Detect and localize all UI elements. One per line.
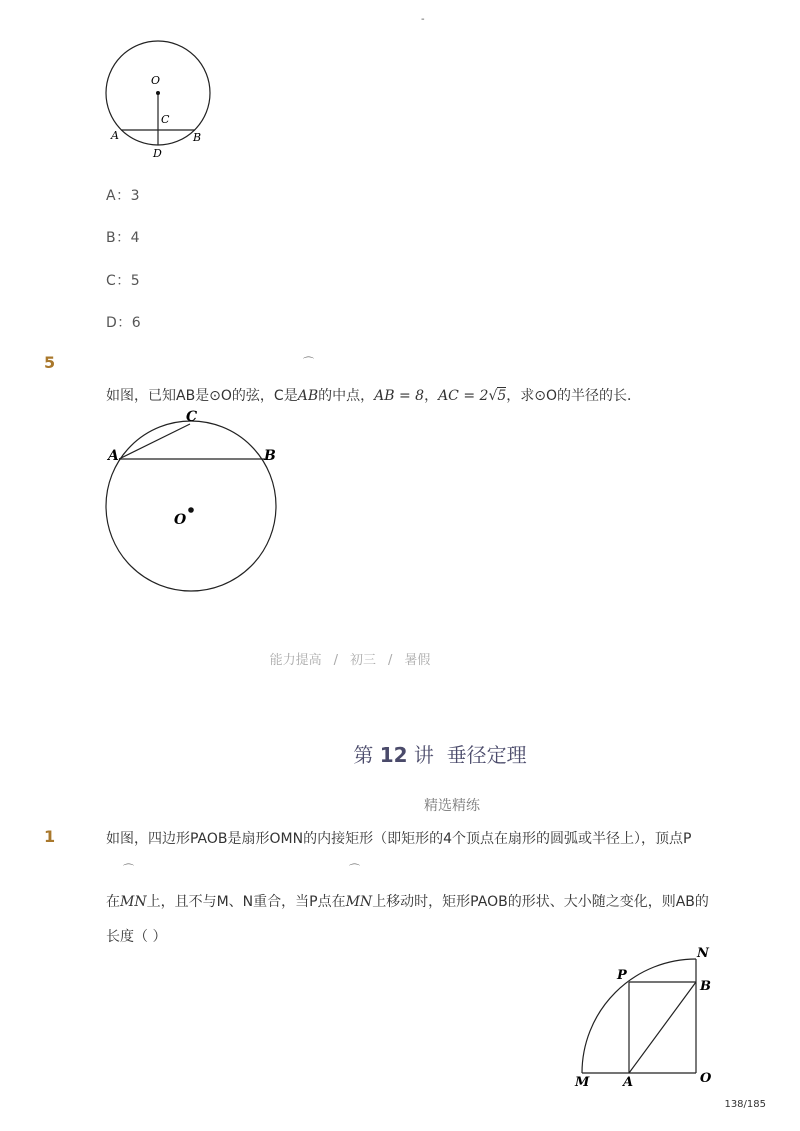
page-number: 138/185	[724, 1099, 766, 1110]
question-1-line-2: 在MN上，且不与M、N重合，当P点在MN上移动时，矩形PAOB的形状、大小随之变化，则AB的	[106, 894, 709, 910]
option-d[interactable]: D：6	[106, 315, 142, 331]
center-dot	[156, 91, 160, 95]
label-o: O	[700, 1071, 712, 1086]
label-b: B	[700, 979, 711, 994]
sector-arc	[582, 959, 696, 1073]
page-footer: 能力提高 / 初三 / 暑假	[269, 653, 431, 668]
center-dot	[188, 507, 194, 513]
label-a: A	[623, 1075, 634, 1090]
lesson-title: 第 12 讲 垂径定理	[353, 743, 527, 767]
figure-sector-rectangle	[570, 942, 720, 1092]
question-number: 1	[44, 827, 56, 846]
arc-mark: ⌒	[123, 863, 134, 876]
option-a[interactable]: A：3	[106, 188, 140, 204]
label-c: C	[161, 113, 170, 126]
label-n: N	[697, 946, 709, 961]
section-title: 精选精练	[424, 798, 480, 814]
arc-mark: ⌒	[349, 863, 360, 876]
label-m: M	[575, 1075, 590, 1090]
option-c[interactable]: C：5	[106, 273, 141, 289]
question-1-line-1: 如图，四边形PAOB是扇形OMN的内接矩形（即矩形的4个顶点在扇形的圆弧或半径上），顶点P	[106, 831, 692, 847]
figure-circle-arc-midpoint	[98, 400, 298, 600]
label-o: O	[174, 512, 187, 528]
option-b[interactable]: B：4	[106, 230, 141, 246]
label-b: B	[193, 131, 202, 144]
label-a: A	[111, 129, 119, 142]
question-5-text: 如图，已知AB是⊙O的弦，C是AB的中点，AB = 8，AC = 2√5，求⊙O的半径的长．	[106, 388, 642, 404]
label-p: P	[617, 968, 627, 983]
figure-circle-chord	[98, 34, 228, 164]
label-a: A	[108, 448, 119, 464]
arc-ab: AB	[297, 388, 319, 404]
circle	[106, 421, 276, 591]
question-1-line-3: 长度（ ）	[106, 929, 167, 945]
arc-mark: ⌒	[303, 356, 314, 369]
label-b: B	[264, 448, 276, 464]
label-d: D	[153, 147, 162, 160]
diagonal-ab	[629, 982, 696, 1073]
question-number: 5	[44, 353, 56, 372]
top-mark: -	[421, 14, 425, 25]
label-c: C	[186, 409, 198, 425]
label-o: O	[151, 74, 161, 87]
